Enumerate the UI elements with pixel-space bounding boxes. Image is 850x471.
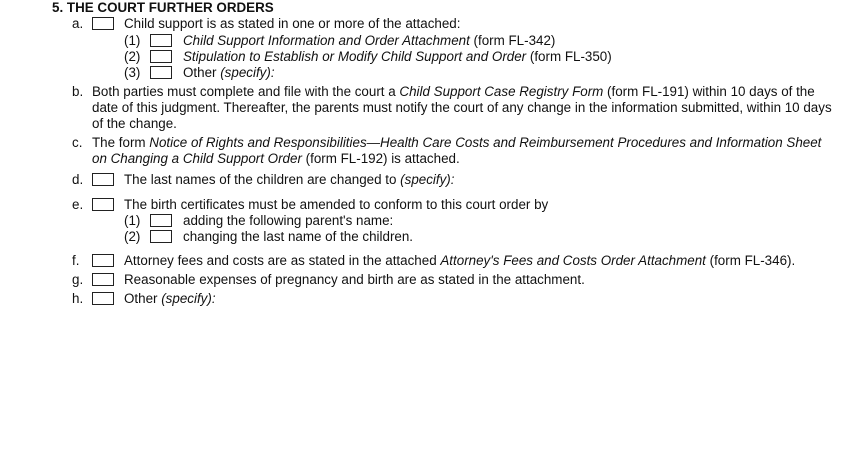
item-c-line2: on Changing a Child Support Order (form FL-192) is attached. — [92, 151, 460, 166]
item-a2-checkbox[interactable] — [150, 50, 172, 63]
item-e-text: The birth certificates must be amended to conform to this court order by — [124, 197, 549, 212]
item-b-line1: Both parties must complete and file with the court a Child Support Case Registry Form (form FL-191) within 10 days of the — [92, 84, 815, 99]
item-e-checkbox[interactable] — [92, 198, 114, 211]
item-e1-num: (1) — [124, 213, 141, 228]
section-number: 5. — [52, 0, 64, 15]
item-e1-checkbox[interactable] — [150, 214, 172, 227]
item-e2-checkbox[interactable] — [150, 230, 172, 243]
section-heading — [52, 0, 274, 16]
item-a-checkbox[interactable] — [92, 17, 114, 30]
item-d-checkbox[interactable] — [92, 173, 114, 186]
item-b-line2: date of this judgment. Thereafter, the parents must notify the court of any change in the information submitted, within 10 days — [92, 100, 832, 115]
item-a2-num: (2) — [124, 49, 141, 64]
item-a3-checkbox[interactable] — [150, 66, 172, 79]
item-e2-text: changing the last name of the children. — [183, 229, 414, 244]
item-e2-num: (2) — [124, 229, 141, 244]
item-f-text: Attorney fees and costs are as stated in the attached Attorney's Fees and Costs Order Attachment (form FL-346). — [124, 253, 796, 268]
item-c-line1: The form Notice of Rights and Responsibilities—Health Care Costs and Reimbursement Procedures and Information Sheet — [92, 135, 822, 150]
item-a-text: Child support is as stated in one or more of the attached: — [124, 16, 461, 31]
item-a-letter: a. — [72, 16, 84, 31]
item-e1-text: adding the following parent's name: — [183, 213, 394, 228]
item-d-text: The last names of the children are changed to (specify): — [124, 172, 455, 187]
item-g-checkbox[interactable] — [92, 273, 114, 286]
item-h-checkbox[interactable] — [92, 292, 114, 305]
section-title: THE COURT FURTHER ORDERS — [66, 0, 274, 15]
item-a1-text: Child Support Information and Order Attachment (form FL-342) — [183, 33, 556, 48]
item-a3-num: (3) — [124, 65, 141, 80]
item-a2-text: Stipulation to Establish or Modify Child Support and Order (form FL-350) — [183, 49, 612, 64]
item-g-text: Reasonable expenses of pregnancy and birth are as stated in the attachment. — [124, 272, 585, 287]
item-a3-text: Other (specify): — [183, 65, 275, 80]
item-f-letter: f. — [72, 253, 80, 268]
item-c-letter: c. — [72, 135, 83, 150]
item-h-text: Other (specify): — [124, 291, 216, 306]
item-b-line3: of the change. — [92, 116, 177, 131]
item-f-checkbox[interactable] — [92, 254, 114, 267]
item-b-letter: b. — [72, 84, 84, 99]
item-a1-num: (1) — [124, 33, 141, 48]
item-d-letter: d. — [72, 172, 84, 187]
item-a1-checkbox[interactable] — [150, 34, 172, 47]
item-g-letter: g. — [72, 272, 84, 287]
item-h-letter: h. — [72, 291, 84, 306]
item-e-letter: e. — [72, 197, 84, 212]
